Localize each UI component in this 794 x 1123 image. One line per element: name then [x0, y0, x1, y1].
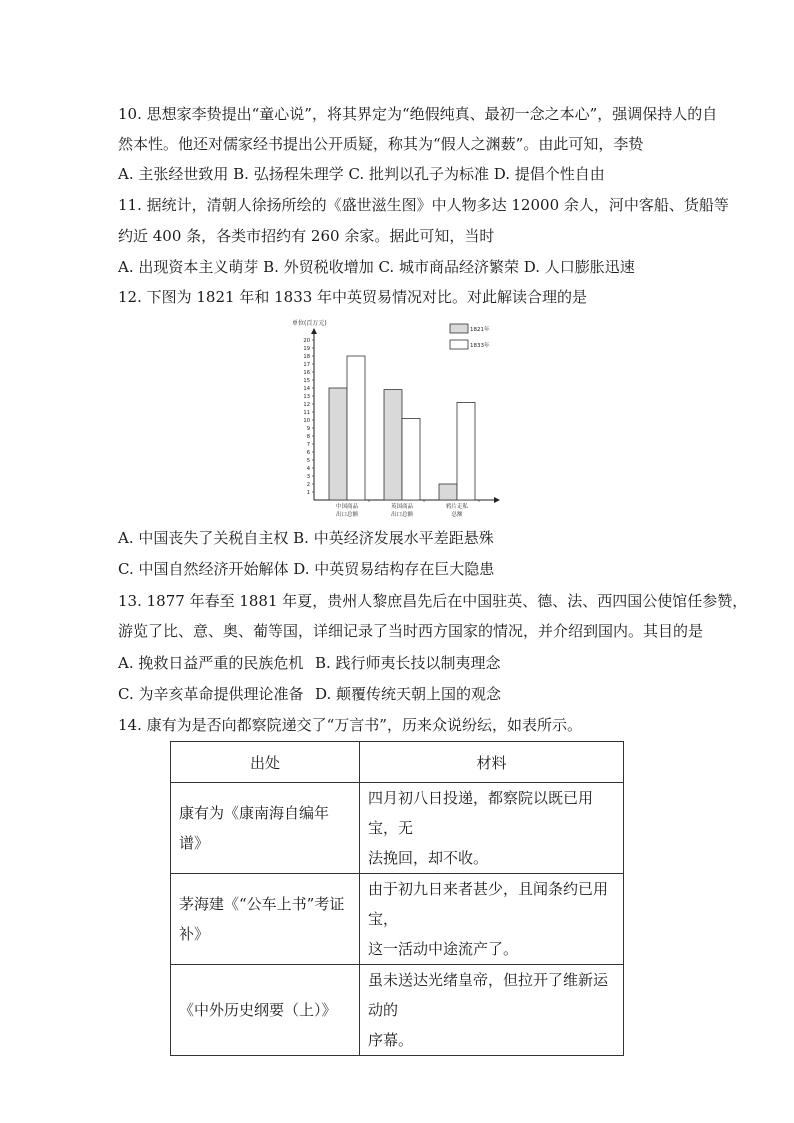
- y-tick-label: 9: [306, 425, 310, 432]
- row-material-line1: 四月初八日投递，都察院以既已用宝，无: [368, 789, 594, 837]
- legend-label: 1821年: [470, 327, 490, 333]
- q10-stem-line1: 10. 思想家李贽提出“童心说”，将其界定为“绝假纯真、最初一念之本心”，强调保持人的自: [118, 105, 718, 123]
- q11-stem-line2: 约近 400 条，各类市招约有 260 余家。据此可知，当时: [118, 227, 495, 245]
- q13-stem-line1: 13. 1877 年春至 1881 年夏，贵州人黎庶昌先后在中国驻英、德、法、西四国公使馆任参赞，: [118, 592, 748, 610]
- y-tick-label: 5: [306, 457, 310, 464]
- q13-option-c: C. 为辛亥革命提供理论准备: [118, 685, 304, 703]
- y-tick-label: 8: [306, 433, 310, 440]
- bar: [457, 402, 475, 500]
- x-tick-label: 总额: [451, 512, 463, 518]
- q10-stem-line2: 然本性。他还对儒家经书提出公开质疑，称其为“假人之渊薮”。由此可知，李贽: [118, 135, 644, 153]
- bar: [347, 356, 365, 500]
- legend-swatch: [450, 340, 468, 349]
- y-tick-label: 2: [306, 481, 310, 488]
- trade-bar-chart: [284, 316, 510, 524]
- y-tick-label: 12: [303, 401, 310, 408]
- q14-stem: 14. 康有为是否向都察院递交了“万言书”，历来众说纷纭，如表所示。: [118, 716, 582, 734]
- q12-options-2: C. 中国自然经济开始解体 D. 中英贸易结构存在巨大隐患: [118, 560, 495, 578]
- row-material-line1: 由于初九日来者甚少，且闻条约已用宝，: [368, 880, 609, 928]
- y-tick-label: 17: [303, 361, 310, 368]
- row-source: 茅海建《“公车上书”考证补》: [171, 874, 360, 965]
- bar: [402, 418, 420, 500]
- y-tick-label: 4: [306, 465, 310, 472]
- y-tick-label: 19: [303, 345, 310, 352]
- y-tick-label: 20: [303, 337, 310, 344]
- y-tick-label: 6: [306, 449, 310, 456]
- bar: [439, 484, 457, 500]
- y-tick-label: 18: [303, 353, 310, 360]
- table-row: [171, 965, 624, 1056]
- q13-option-d: D. 颠覆传统天朝上国的观念: [315, 685, 502, 703]
- q11-stem-line1: 11. 据统计，清朝人徐扬所绘的《盛世滋生图》中人物多达 12000 余人，河中客船、货船等: [118, 196, 729, 214]
- q11-options: A. 出现资本主义萌芽 B. 外贸税收增加 C. 城市商品经济繁荣 D. 人口膨胀迅速: [118, 258, 635, 276]
- legend-label: 1833年: [470, 343, 490, 349]
- row-source: 康有为《康南海自编年谱》: [171, 783, 360, 874]
- x-axis-arrow: [494, 497, 500, 503]
- row-material-line1: 虽未送达光绪皇帝，但拉开了维新运动的: [368, 971, 609, 1019]
- y-axis-arrow: [311, 328, 317, 334]
- y-tick-label: 1: [306, 489, 310, 496]
- y-tick-label: 16: [303, 369, 310, 376]
- y-axis-title: 单位(百万元): [292, 320, 327, 327]
- y-tick-label: 10: [303, 417, 310, 424]
- row-source: 《中外历史纲要（上）》: [171, 965, 360, 1056]
- x-tick-label: 鸦片走私: [445, 504, 469, 510]
- y-tick-label: 13: [303, 393, 310, 400]
- q12-options-1: A. 中国丧失了关税自主权 B. 中英经济发展水平差距悬殊: [118, 529, 494, 547]
- x-tick-label: 出口总额: [390, 512, 414, 518]
- header-material: 材料: [360, 742, 624, 783]
- q13-stem-line2: 游览了比、意、奥、葡等国，详细记录了当时西方国家的情况，并介绍到国内。其目的是: [118, 622, 704, 640]
- q12-stem: 12. 下图为 1821 年和 1833 年中英贸易情况对比。对此解读合理的是: [118, 288, 588, 306]
- table-row: [171, 874, 624, 965]
- sources-table: [170, 741, 624, 1056]
- row-material: [360, 874, 624, 965]
- y-tick-label: 3: [306, 473, 310, 480]
- row-material: [360, 965, 624, 1056]
- bar: [329, 388, 347, 500]
- q13-option-b: B. 践行师夷长技以制夷理念: [315, 654, 501, 672]
- y-tick-label: 11: [303, 409, 310, 416]
- x-tick-label: 英国商品: [390, 504, 414, 510]
- y-tick-label: 15: [303, 377, 310, 384]
- y-tick-label: 7: [306, 441, 310, 448]
- row-material-line2: 法挽回，却不收。: [368, 849, 489, 867]
- x-tick-label: 出口总额: [335, 512, 359, 518]
- table-header-row: [171, 742, 624, 783]
- y-tick-label: 14: [303, 385, 310, 392]
- q13-option-a: A. 挽救日益严重的民族危机: [118, 654, 304, 672]
- legend-swatch: [450, 324, 468, 333]
- table-row: [171, 783, 624, 874]
- q10-options: A. 主张经世致用 B. 弘扬程朱理学 C. 批判以孔子为标准 D. 提倡个性自由: [118, 165, 605, 183]
- row-material-line2: 序幕。: [368, 1031, 414, 1049]
- header-source: 出处: [171, 742, 360, 783]
- bar: [384, 390, 402, 500]
- row-material-line2: 这一活动中途流产了。: [368, 940, 519, 958]
- row-material: [360, 783, 624, 874]
- x-tick-label: 中国商品: [335, 504, 359, 510]
